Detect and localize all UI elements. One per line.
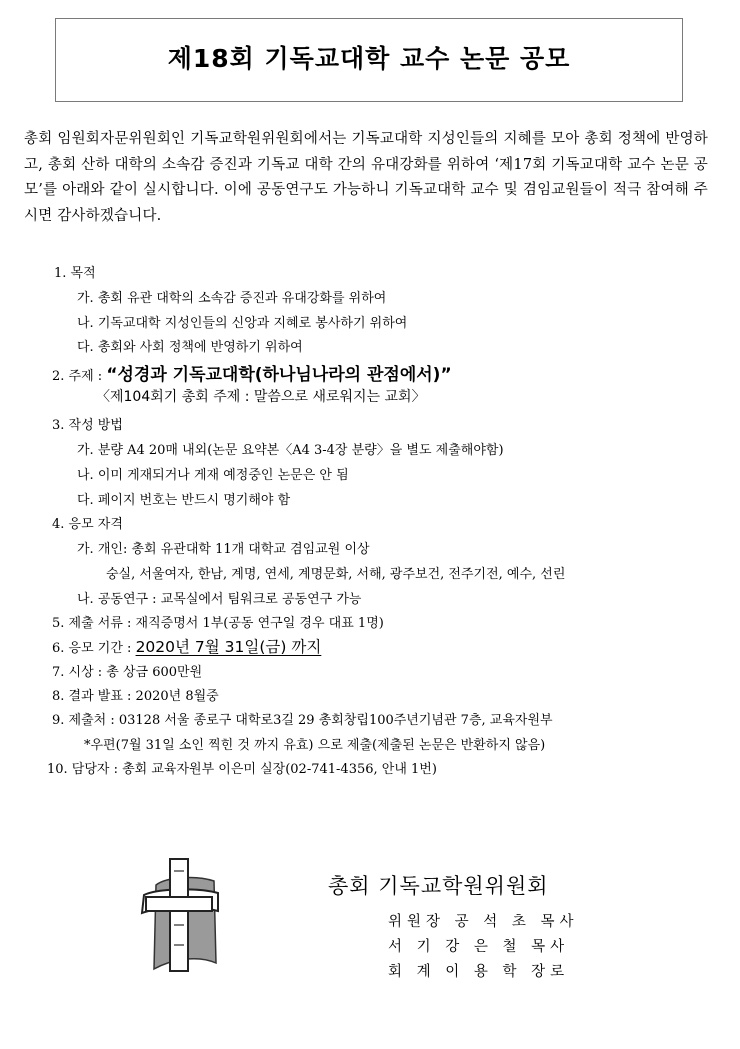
organization-name: 총회 기독교학원위원회 — [328, 874, 549, 898]
purpose-item-a: 가. 총회 유관 대학의 소속감 증진과 유대강화를 위하여 — [77, 291, 387, 306]
purpose-item-c: 다. 총회와 사회 정책에 반영하기 위하여 — [77, 340, 303, 355]
signer-secretary: 서 기 강 은 철 목사 — [388, 939, 570, 955]
period-row — [52, 635, 321, 657]
eligibility-item-b: 나. 공동연구 : 교목실에서 팀워크로 공동연구 가능 — [77, 592, 362, 607]
cross-logo-icon — [136, 855, 222, 975]
intro-paragraph: 총회 임원회자문위원회인 기독교학원위원회에서는 기독교대학 지성인들의 지혜를 모아 총회 정책에 반영하고, 총회 산하 대학의 소속감 증진과 기독교 대학 간의 유대강화를 위하여 ‘제17회 기독교대학 교수 논문 공모’를 아래와 같이 실시합니다. 이에 공동연구도 가능하니 기독교대학 교수 및 겸임교원들이 적극 참여해 주시면 감사하겠습니다. — [24, 131, 708, 224]
page-title: 제18회 기독교대학 교수 논문 공모 — [167, 44, 571, 73]
purpose-item-b: 나. 기독교대학 지성인들의 신앙과 지혜로 봉사하기 위하여 — [77, 316, 408, 331]
period-deadline: 2020년 7월 31일(금) 까지 — [135, 638, 322, 656]
method-item-b: 나. 이미 게재되거나 게재 예정중인 논문은 안 됨 — [77, 468, 349, 483]
method-item-c: 다. 페이지 번호는 반드시 명기해야 함 — [77, 493, 291, 508]
eligibility-item-a: 가. 개인: 총회 유관대학 11개 대학교 겸임교원 이상 — [77, 542, 370, 557]
signer-treasurer: 회 계 이 용 학 장로 — [388, 964, 570, 980]
eligibility-schools: 숭실, 서울여자, 한남, 계명, 연세, 계명문화, 서해, 광주보건, 전주기전, 예수, 선린 — [106, 567, 566, 582]
postmark-note: *우편(7월 31일 소인 찍힌 것 까지 유효) 으로 제출(제출된 논문은 반환하지 않음) — [84, 738, 546, 753]
contact-item: 10. 담당자 : 총회 교육자원부 이은미 실장(02-741-4356, 안내 1번) — [47, 762, 437, 777]
submit-item: 9. 제출처 : 03128 서울 종로구 대학로3길 29 총회창립100주년기념관 7층, 교육자원부 — [52, 713, 553, 728]
theme-label: 2. 주제 : — [52, 369, 103, 384]
theme-subtitle: 〈제104회기 총회 주제 : 말씀으로 새로워지는 교회〉 — [96, 389, 426, 405]
theme-value: “성경과 기독교대학(하나님나라의 관점에서)” — [106, 365, 452, 385]
documents-item: 5. 제출 서류 : 재직증명서 1부(공동 연구일 경우 대표 1명) — [52, 616, 384, 631]
signer-chair: 위원장 공 석 초 목사 — [388, 914, 579, 930]
prize-item: 7. 시상 : 총 상금 600만원 — [52, 665, 203, 680]
title-box — [55, 18, 683, 102]
theme-row — [52, 360, 452, 385]
announce-item: 8. 결과 발표 : 2020년 8월중 — [52, 689, 219, 704]
period-label: 6. 응모 기간 : — [52, 641, 132, 656]
method-item-a: 가. 분량 A4 20매 내외(논문 요약본〈A4 3-4장 분량〉을 별도 제출해야함) — [77, 443, 504, 458]
eligibility-heading: 4. 응모 자격 — [52, 517, 123, 532]
method-heading: 3. 작성 방법 — [52, 418, 123, 433]
purpose-heading: 1. 목적 — [54, 266, 96, 281]
